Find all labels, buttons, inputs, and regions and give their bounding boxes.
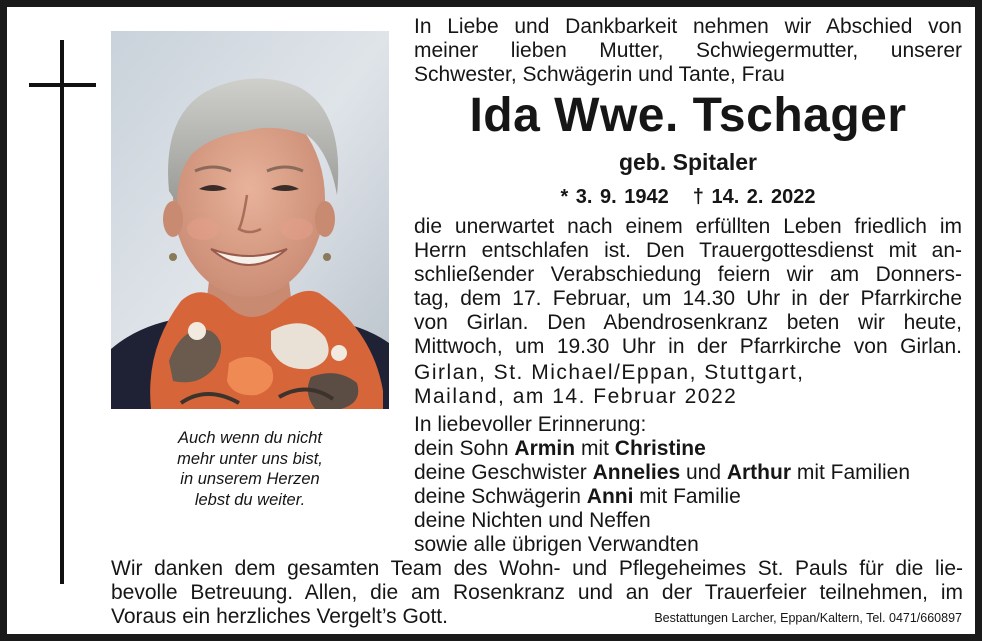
quote-line: Auch wenn du nicht	[177, 429, 322, 447]
announcement-line: von Girlan. Den Abendrosenkranz beten wir heute,	[414, 311, 962, 334]
quote-line: mehr unter uns bist,	[177, 449, 323, 468]
place-and-date	[414, 361, 962, 409]
announcement-line: Mittwoch, um 19.30 Uhr in der Pfarrkirche von Girlan.	[414, 335, 962, 358]
mourner-line: deine Nichten und Neffen	[414, 509, 651, 532]
mourner-line	[414, 437, 962, 461]
mourner-name: Armin	[514, 437, 576, 460]
mourner-connector: mit	[575, 437, 615, 460]
thanks-line: bevolle Betreuung. Allen, die am Rosenkranz und an der Trauerfeier teilnehmen, im	[111, 581, 963, 604]
mourner-line	[414, 485, 962, 509]
portrait-photo	[111, 31, 389, 409]
announcement-line: schließender Verabschiedung feiern wir am Donners-	[414, 263, 962, 286]
announcement-line: die unerwartet nach einem erfüllten Leben friedlich im	[414, 215, 962, 238]
mourner-connector: mit Familien	[791, 461, 911, 484]
mourner-name: Annelies	[592, 461, 681, 484]
death-date: † 14. 2. 2022	[692, 186, 816, 208]
mourner-connector: und	[680, 461, 727, 484]
quote-line: lebst du weiter.	[194, 490, 306, 509]
mourners-list	[414, 413, 962, 557]
mourner-line	[414, 461, 962, 485]
mourner-name: Arthur	[726, 461, 792, 484]
life-dates	[414, 185, 962, 209]
deceased-name: Ida Wwe. Tschager	[469, 89, 907, 142]
mourners-heading: In liebevoller Erinnerung:	[414, 413, 647, 436]
maiden-name: geb. Spitaler	[618, 149, 758, 175]
mourner-relation: dein Sohn	[414, 437, 515, 460]
thanks-closing: Voraus ein herzliches Vergelt’s Gott.	[111, 605, 448, 628]
memorial-quote	[125, 428, 375, 510]
mourner-connector: mit Familie	[633, 485, 741, 508]
mourner-line: sowie alle übrigen Verwandten	[414, 533, 699, 556]
announcement-line: tag, dem 17. Februar, um 14.30 Uhr in der Pfarrkirche	[414, 287, 962, 310]
intro-text: In Liebe und Dankbarkeit nehmen wir Abschied von meiner lieben Mutter, Schwiegermutter, unserer Schwester, Schwägerin und Tante, Frau	[414, 15, 962, 86]
quote-line: in unserem Herzen	[180, 470, 320, 488]
mourner-name: Anni	[586, 485, 634, 508]
mourner-relation: deine Schwägerin	[414, 485, 587, 508]
mourner-name: Christine	[614, 437, 706, 460]
thanks-text	[111, 557, 963, 605]
thanks-line: Wir danken dem gesamten Team des Wohn- und Pflegeheimes St. Pauls für die lie-	[111, 557, 963, 580]
obituary-card	[7, 7, 975, 634]
place-line: Mailand, am 14. Februar 2022	[414, 385, 738, 408]
place-line: Girlan, St. Michael/Eppan, Stuttgart,	[414, 361, 805, 384]
birth-date: * 3. 9. 1942	[560, 186, 669, 208]
cross-horizontal-bar	[29, 83, 96, 87]
funeral-home-footer: Bestattungen Larcher, Eppan/Kaltern, Tel. 0471/660897	[654, 611, 962, 625]
service-announcement	[414, 215, 962, 359]
announcement-line: Herrn entschlafen ist. Den Trauergottesdienst mit an-	[414, 239, 962, 262]
mourner-relation: deine Geschwister	[414, 461, 593, 484]
cross-vertical-bar	[60, 40, 64, 584]
